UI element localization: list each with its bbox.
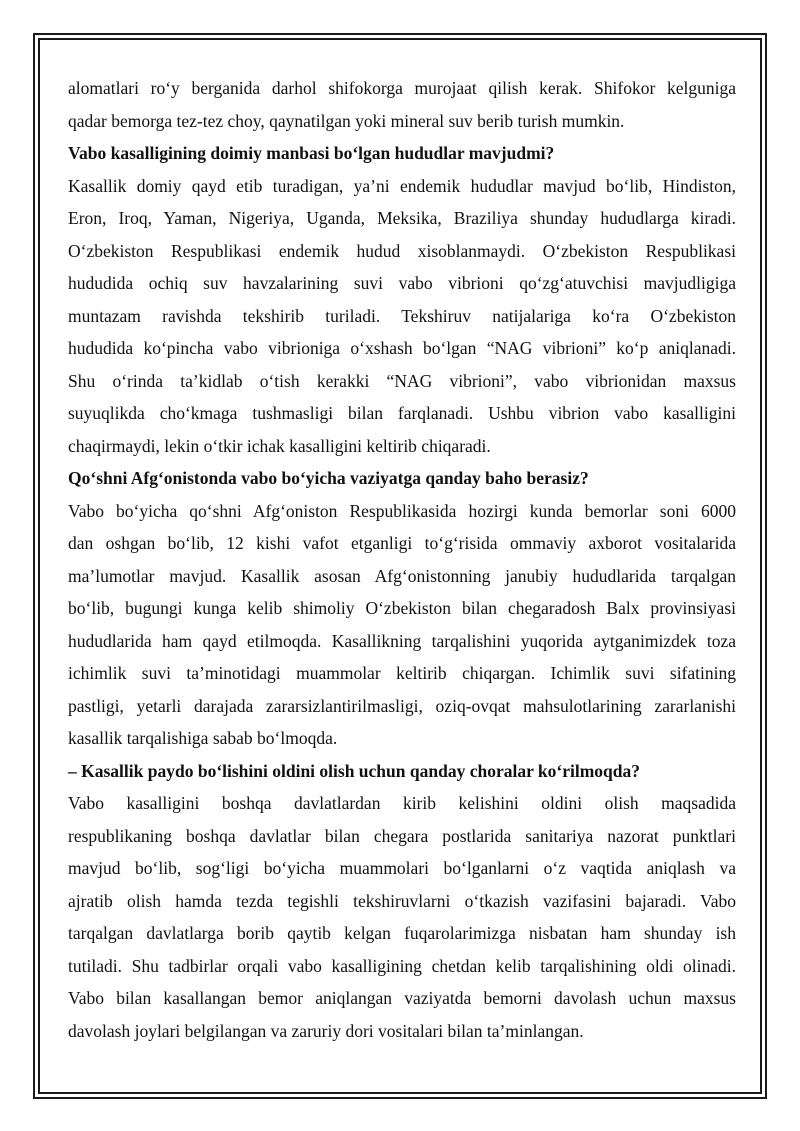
paragraph-line: mavjud bo‘lib, sog‘ligi bo‘yicha muammolari bo‘lganlarni o‘z vaqtida aniqlash va — [68, 858, 736, 878]
paragraph-line: hududida ochiq suv havzalarining suvi vabo vibrioni qo‘zg‘atuvchisi mavjudligiga — [68, 273, 736, 293]
paragraph-line: pastligi, yetarli darajada zararsizlantirilmasligi, oziq-ovqat mahsulotlarining zararlanishi — [68, 695, 736, 716]
paragraph-line: suyuqlikda cho‘kmaga tushmasligi bilan farqlanadi. Ushbu vibrion vabo kasalligini — [68, 403, 736, 423]
paragraph-line: ma’lumotlar mavjud. Kasallik asosan Afg‘onistonning janubiy hududlarida tarqalgan — [68, 565, 736, 586]
paragraph-line: Vabo kasalligini boshqa davlatlardan kirib kelishini oldini olish maqsadida — [68, 793, 736, 813]
paragraph-line: Kasallik domiy qayd etib turadigan, ya’ni endemik hududlar mavjud bo‘lib, Hindiston, — [68, 175, 736, 196]
section-heading: Vabo kasalligining doimiy manbasi bo‘lgan hududlar mavjudmi? — [68, 143, 555, 163]
section-heading: Qo‘shni Afg‘onistonda vabo bo‘yicha vaziyatga qanday baho berasiz? — [68, 468, 589, 488]
paragraph-line: chaqirmaydi, lekin o‘tkir ichak kasalligini keltirib chiqaradi. — [68, 435, 491, 456]
paragraph-line: Eron, Iroq, Yaman, Nigeriya, Uganda, Meksika, Braziliya shunday hududlarga kiradi. — [68, 208, 736, 228]
paragraph-line: hududida ko‘pincha vabo vibrioniga o‘xshash bo‘lgan “NAG vibrioni” ko‘p aniqlanadi. — [68, 338, 736, 358]
paragraph-line: ajratib olish hamda tezda tegishli tekshiruvlarni o‘tkazish vazifasini bajaradi. Vabo — [68, 890, 736, 911]
document-body — [68, 72, 736, 1047]
paragraph-line: kasallik tarqalishiga sabab bo‘lmoqda. — [68, 728, 338, 748]
paragraph-line: Shu o‘rinda ta’kidlab o‘tish kerakki “NAG vibrioni”, vabo vibrionidan maxsus — [68, 370, 736, 391]
paragraph-line: ichimlik suvi ta’minotidagi muammolar keltirib chiqargan. Ichimlik suvi sifatining — [68, 663, 736, 683]
paragraph-line: Vabo bo‘yicha qo‘shni Afg‘oniston Respublikasida hozirgi kunda bemorlar soni 6000 — [68, 500, 736, 521]
paragraph-line: davolash joylari belgilangan va zaruriy dori vositalari bilan ta’minlangan. — [68, 1020, 584, 1041]
paragraph-line: alomatlari ro‘y berganida darhol shifokorga murojaat qilish kerak. Shifokor kelguniga — [68, 78, 736, 98]
paragraph-line: O‘zbekiston Respublikasi endemik hudud xisoblanmaydi. O‘zbekiston Respublikasi — [68, 240, 736, 261]
paragraph-line: respublikaning boshqa davlatlar bilan chegara postlarida sanitariya nazorat punktlari — [68, 825, 736, 846]
section-heading: – Kasallik paydo bo‘lishini oldini olish uchun qanday choralar ko‘rilmoqda? — [68, 760, 641, 781]
paragraph-line: tutiladi. Shu tadbirlar orqali vabo kasalligining chetdan kelib tarqalishining oldi olinadi. — [68, 955, 736, 976]
paragraph-line: dan oshgan bo‘lib, 12 kishi vafot etganligi to‘g‘risida ommaviy axborot vositalarida — [68, 533, 736, 553]
paragraph-line: hududlarida ham qayd etilmoqda. Kasallikning tarqalishini yuqorida aytganimizdek toza — [68, 630, 736, 651]
paragraph-line: Vabo bilan kasallangan bemor aniqlangan vaziyatda bemorni davolash uchun maxsus — [68, 988, 736, 1008]
paragraph-line: qadar bemorga tez-tez choy, qaynatilgan yoki mineral suv berib turish mumkin. — [68, 110, 625, 131]
paragraph-line: tarqalgan davlatlarga borib qaytib kelgan fuqarolarimizga nisbatan ham shunday ish — [68, 923, 736, 943]
paragraph-line: bo‘lib, bugungi kunga kelib shimoliy O‘zbekiston bilan chegaradosh Balx provinsiyasi — [68, 598, 736, 618]
paragraph-line: muntazam ravishda tekshirib turiladi. Tekshiruv natijalariga ko‘ra O‘zbekiston — [68, 305, 736, 326]
